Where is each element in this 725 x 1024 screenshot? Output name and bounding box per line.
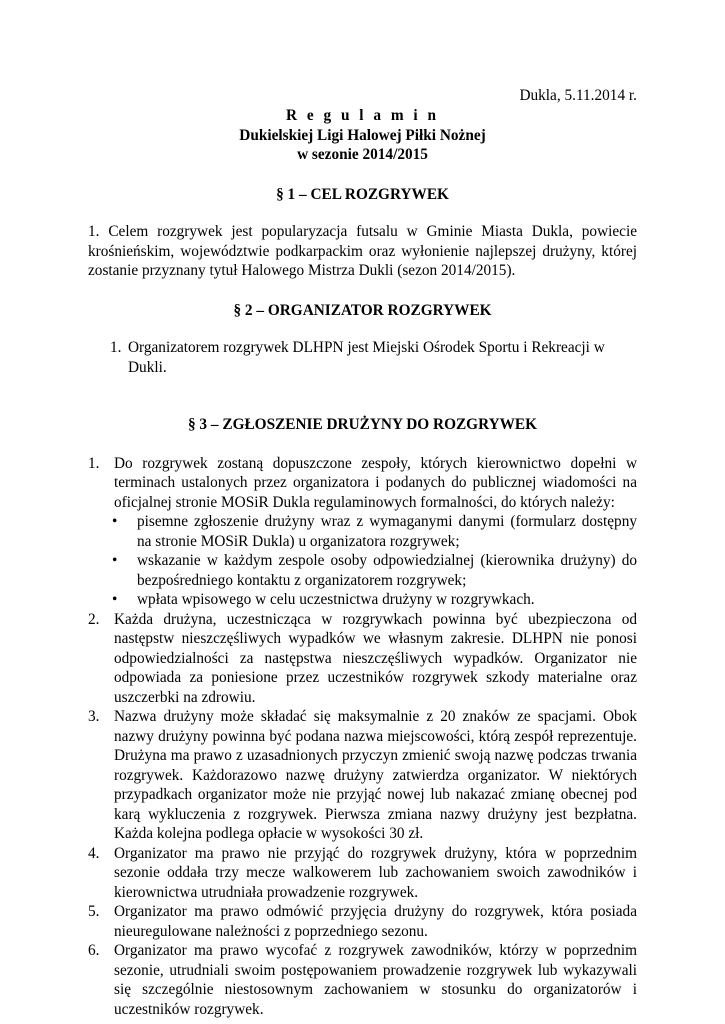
section-1-paragraph: 1. Celem rozgrywek jest popularyzacja futsalu w Gminie Miasta Dukla, powiecie krośnieńskim, województwie podkarpackim oraz wyłonienie najlepszej drużyny, której zostanie przyznany tytuł Halowego Mistrza Dukli (sezon 2014/2015). [88, 223, 637, 279]
item-number: 1. [88, 454, 100, 472]
item-number: 6. [88, 942, 100, 959]
section-1-heading: § 1 – CEL ROZGRYWEK [276, 185, 449, 203]
item-text: Organizator ma prawo nie przyjąć do rozgrywek drużyny, która w poprzednim sezonie oddała trzy mecze walkowerem lub zachowaniem swoich zawodników i kierownictwa utrudniała prowadzenie rozgrywek. [114, 844, 637, 901]
section-3-item-4 [88, 844, 637, 903]
item-text: Nazwa drużyny może składać się maksymalnie z 20 znaków ze spacjami. Obok nazwy drużyny powinna być podana nazwa miejscowości, którą zespół reprezentuje. Drużyna ma prawo z uzasadnionych przyczyn zmienić swoją nazwę podczas trwania rozgrywek. Każdorazowo nazwę drużyny zatwierdza organizator. W niektórych przypadkach organizator może nie przyjąć nowej lub nakazać zmianę obecnej pod karą wykluczenia z rozgrywek. Pierwsza zmiana nazwy drużyny jest bezpłatna. Każda kolejna podlega opłacie w wysokości 30 zł. [114, 708, 637, 842]
bullet-icon: • [112, 513, 118, 530]
item-text: Do rozgrywek zostaną dopuszczone zespoły, których kierownictwo dopełni w terminach ustalonych przez organizatora i podanych do publicznej wiadomości na oficjalnej stronie MOSiR Dukla regulaminowych formalności, do których należy: [114, 454, 637, 511]
section-3-item-1 [88, 454, 637, 610]
item-number: 2. [88, 610, 100, 628]
bullet-item-1 [110, 512, 637, 551]
item-text: Każda drużyna, uczestnicząca w rozgrywkach powinna być ubezpieczona od następstw nieszczęśliwych wypadków we własnym zakresie. DLHPN nie ponosi odpowiedzialności za następstwa nieszczęśliwych wypadków. Organizator nie odpowiada za poniesione przez uczestników rozgrywek szkody materialne oraz uszczerbki na zdrowiu. [114, 610, 637, 706]
bullet-item-2 [110, 551, 637, 590]
item-number: 3. [88, 708, 100, 725]
section-3-item-3 [88, 707, 637, 844]
item-number: 4. [88, 844, 100, 862]
section-3-item-2 [88, 610, 637, 708]
section-3-list [88, 454, 637, 1020]
section-2-item [88, 338, 637, 377]
bullet-icon: • [112, 552, 118, 569]
bullet-icon: • [112, 591, 118, 608]
title-league-name: Dukielskiej Ligi Halowej Piłki Nożnej [239, 126, 486, 144]
document-date: Dukla, 5.11.2014 r. [519, 87, 637, 104]
section-3-heading: § 3 – ZGŁOSZENIE DRUŻYNY DO ROZGRYWEK [187, 416, 538, 433]
item-text: Organizator ma prawo odmówić przyjęcia drużyny do rozgrywek, która posiada nieuregulowane należności z poprzedniego sezonu. [114, 903, 637, 940]
title-regulamin: R e g u l a m i n [286, 107, 439, 124]
section-2-item-text: Organizatorem rozgrywek DLHPN jest Miejski Ośrodek Sportu i Rekreacji w Dukli. [128, 339, 605, 376]
section-2-heading: § 2 – ORGANIZATOR ROZGRYWEK [233, 301, 492, 319]
bullet-text: pisemne zgłoszenie drużyny wraz z wymaganymi danymi (formularz dostępny na stronie MOSiR Dukla) u organizatora rozgrywek; [137, 513, 637, 550]
section-3-item-5 [88, 902, 637, 941]
bullet-list [114, 512, 637, 610]
section-2-item-number: 1. [110, 339, 122, 356]
bullet-text: wskazanie w każdym zespole osoby odpowiedzialnej (kierownika drużyny) do bezpośredniego kontaktu z organizatorem rozgrywek; [137, 552, 637, 589]
item-text: Organizator ma prawo wycofać z rozgrywek zawodników, którzy w poprzednim sezonie, utrudniali swoim postępowaniem prowadzenie rozgrywek lub wykazywali się szczególnie niestosownym zachowaniem w stosunku do organizatorów i uczestników rozgrywek. [114, 942, 637, 1018]
title-season: w sezonie 2014/2015 [297, 146, 428, 163]
section-3-item-6 [88, 941, 637, 1019]
bullet-text: wpłata wpisowego w celu uczestnictwa drużyny w rozgrywkach. [137, 591, 535, 608]
item-number: 5. [88, 903, 100, 920]
document-title [88, 106, 637, 165]
bullet-item-3 [110, 590, 637, 610]
